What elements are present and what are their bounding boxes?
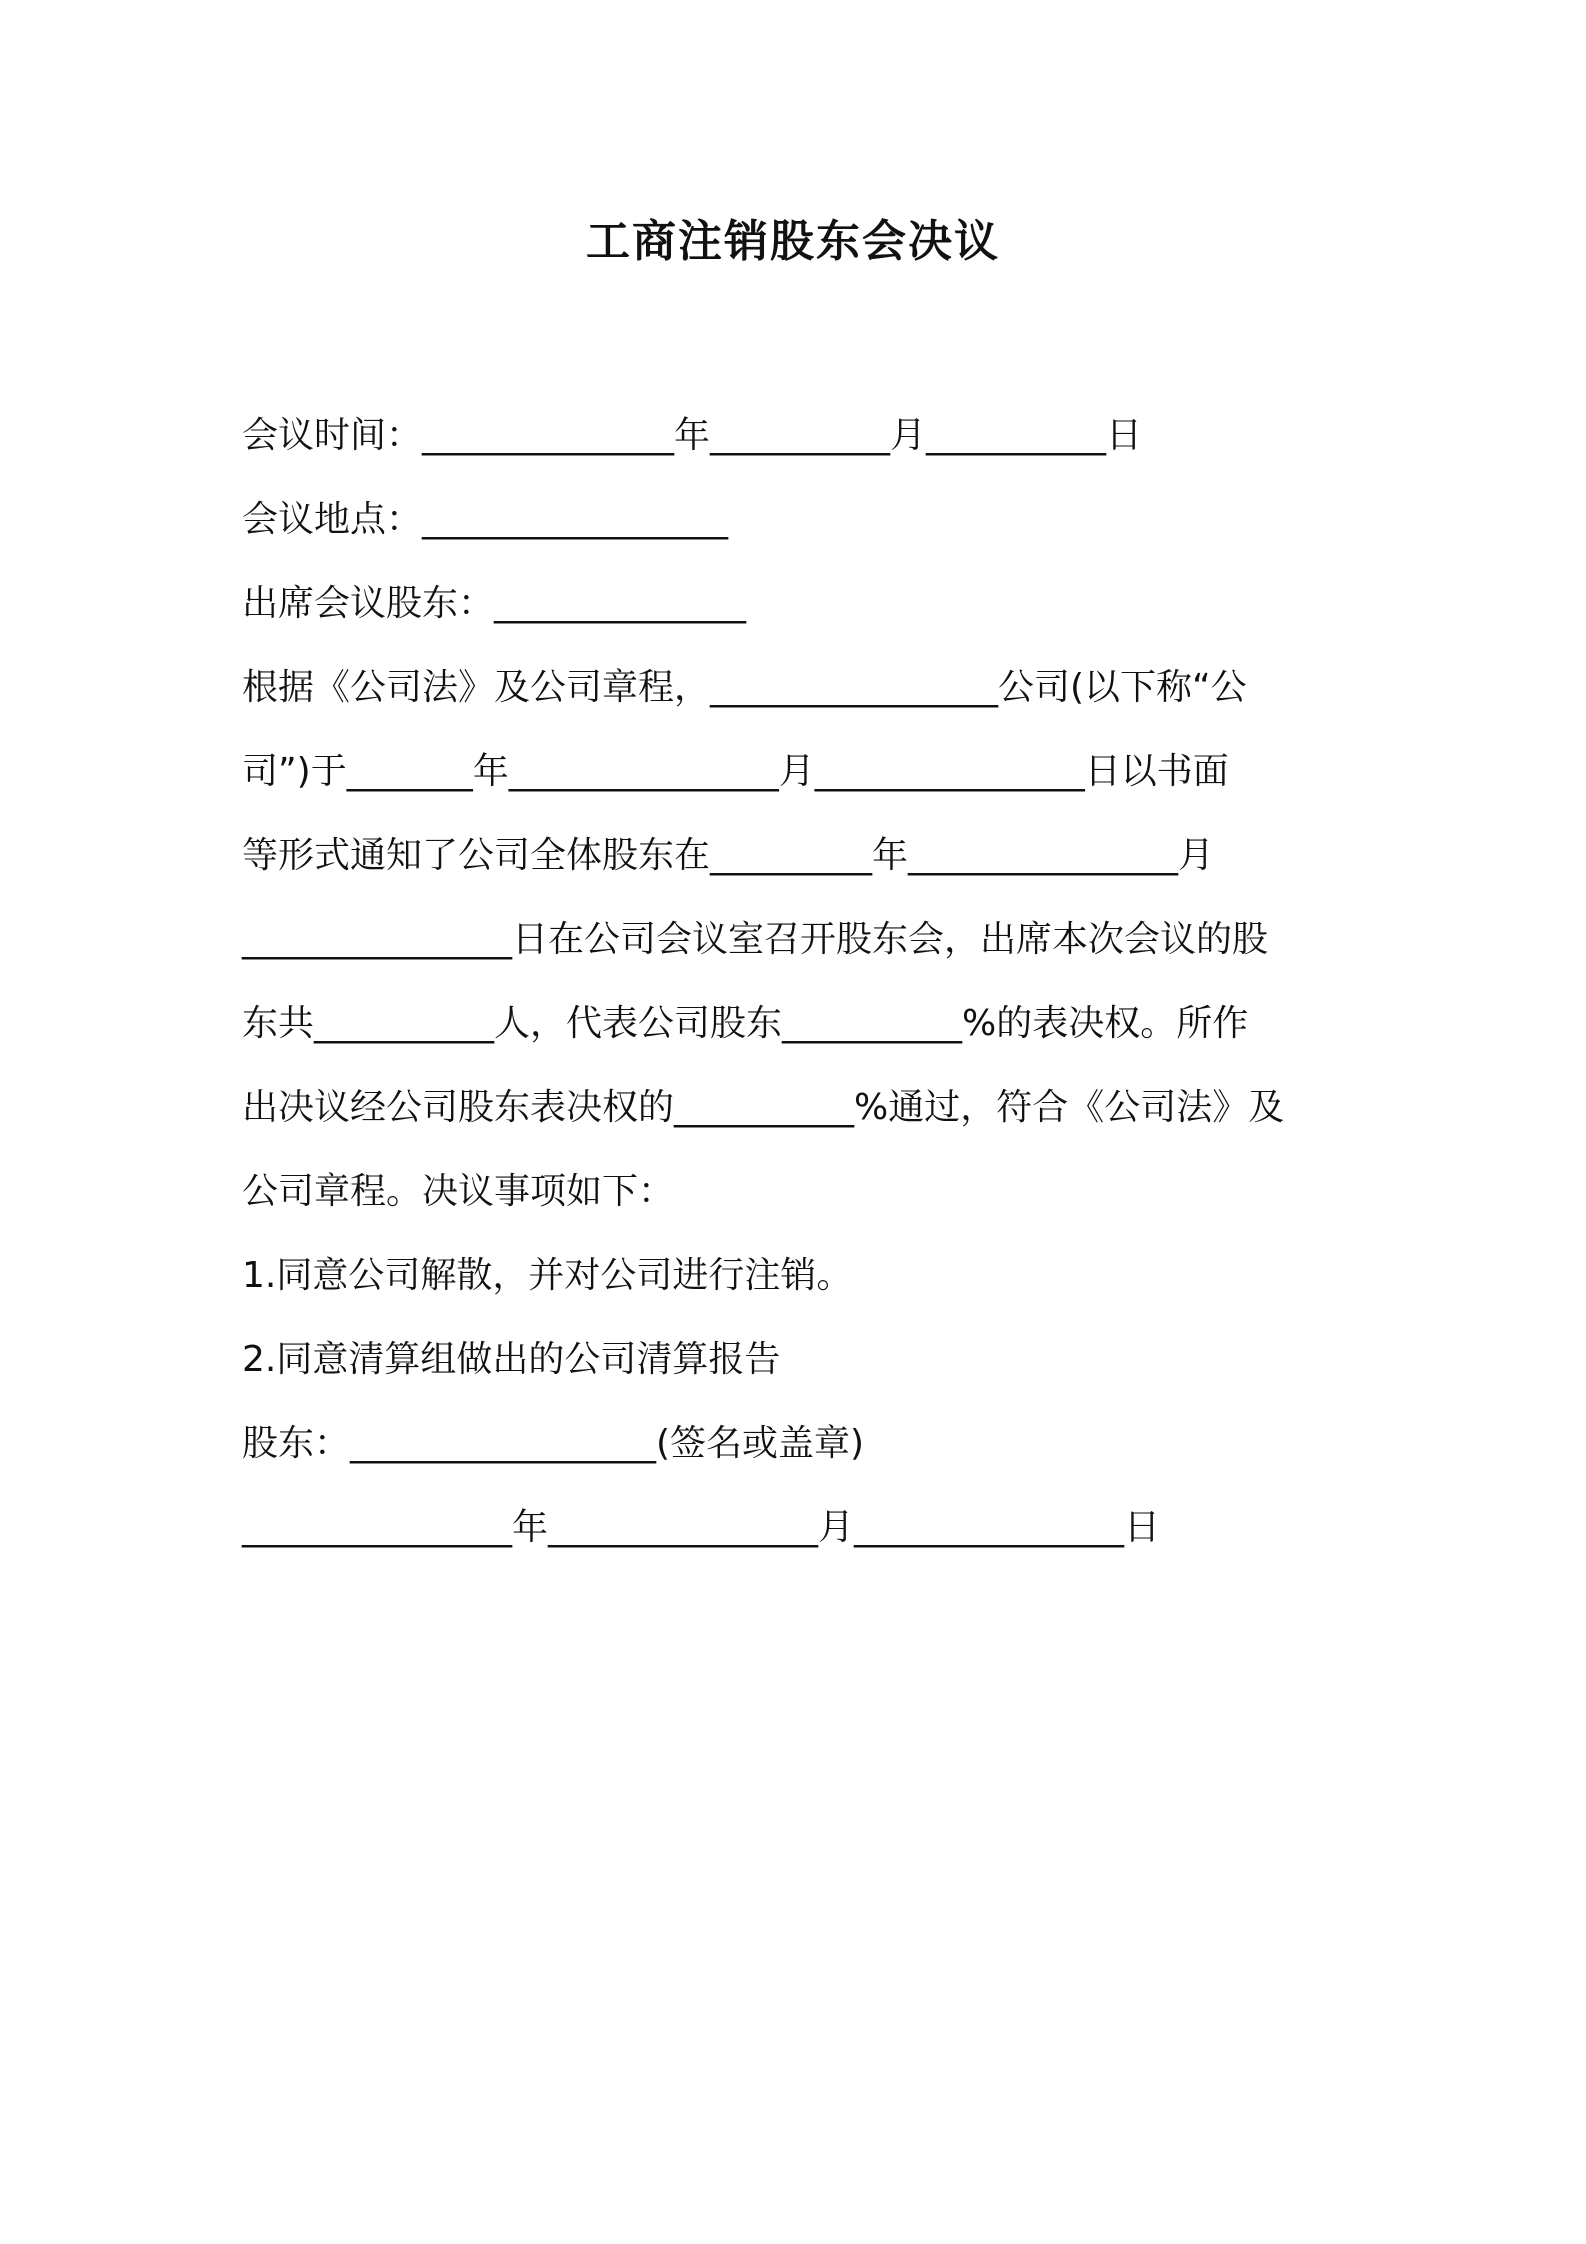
meeting-time-line: 会议时间：______________年__________月__________日	[242, 415, 1143, 456]
paragraph-line-7: 公司章程。决议事项如下：	[242, 1171, 675, 1212]
signature-date-line: _______________年_______________月_______________日	[242, 1507, 1160, 1548]
document-body	[242, 408, 1362, 1584]
document-title: 工商注销股东会决议	[586, 216, 1000, 267]
shareholder-signature-line: 股东：_________________(签名或盖章)	[242, 1423, 865, 1464]
resolution-item-2: 2.同意清算组做出的公司清算报告	[242, 1339, 781, 1380]
paragraph-line-1: 根据《公司法》及公司章程，________________公司(以下称“公	[242, 667, 1247, 708]
paragraph-line-2: 司”)于_______年_______________月_______________日以书面	[242, 751, 1229, 792]
paragraph-line-5: 东共__________人，代表公司股东__________%的表决权。所作	[242, 1003, 1249, 1044]
meeting-location-line: 会议地点：_________________	[242, 499, 729, 540]
attending-shareholders-line: 出席会议股东：______________	[242, 583, 747, 624]
paragraph-line-6: 出决议经公司股东表决权的__________%通过，符合《公司法》及	[242, 1087, 1285, 1128]
paragraph-line-3: 等形式通知了公司全体股东在_________年_______________月	[242, 835, 1215, 876]
paragraph-line-4: _______________日在公司会议室召开股东会，出席本次会议的股	[242, 919, 1269, 960]
resolution-item-1: 1.同意公司解散，并对公司进行注销。	[242, 1255, 853, 1296]
